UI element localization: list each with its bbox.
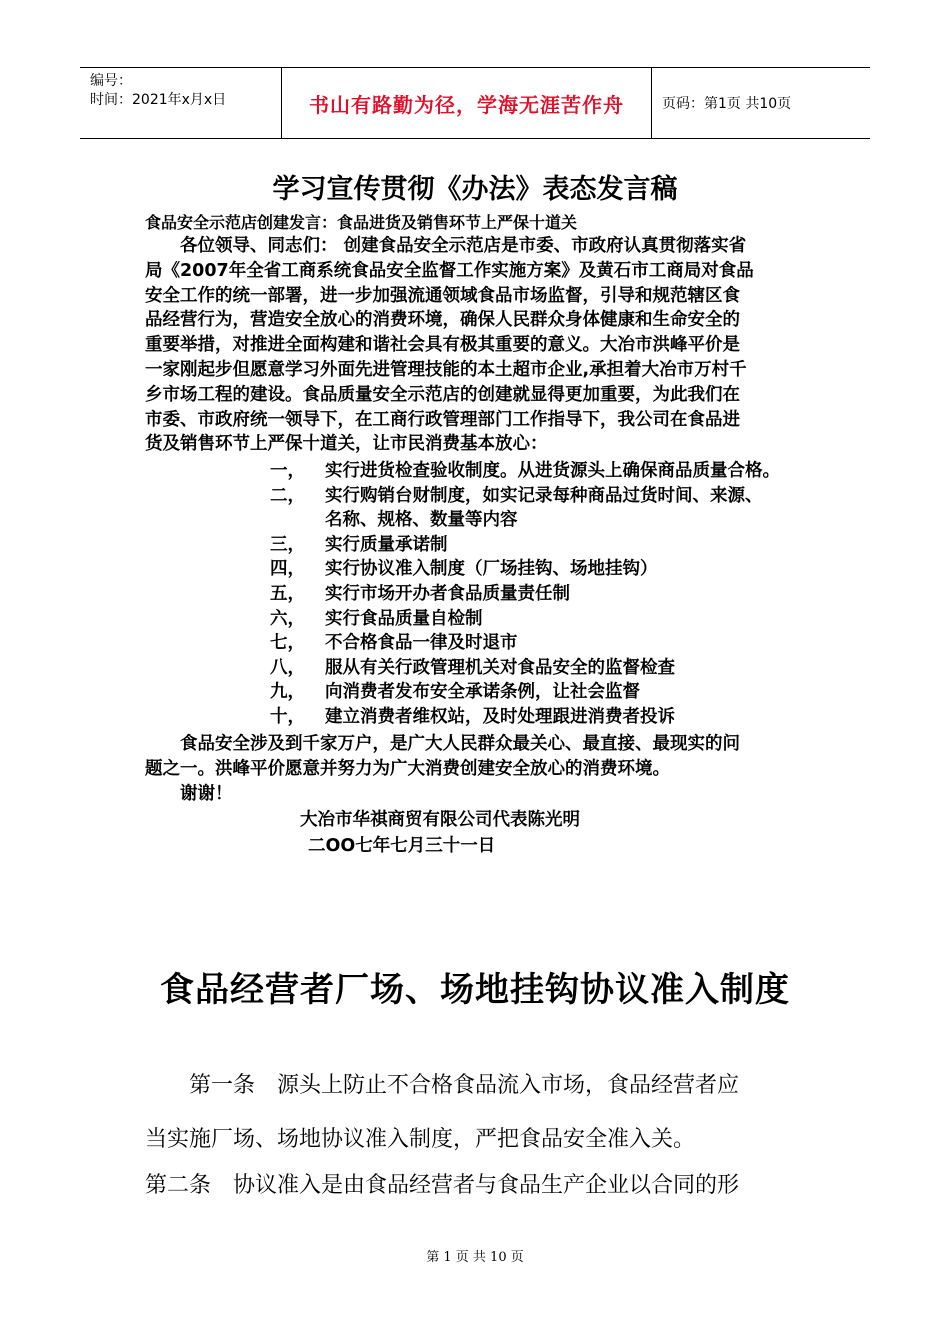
- signature: 大冶市华祺商贸有限公司代表陈光明: [300, 810, 580, 830]
- paragraph-line: 品经营行为，营造安全放心的消费环境，确保人民群众身体健康和生命安全的: [145, 310, 740, 331]
- signature-date: 二OO七年七月三十一日: [308, 836, 496, 856]
- list-item: [270, 705, 780, 730]
- paragraph-line: 市委、市政府统一领导下，在工商行政管理部门工作指导下，我公司在食品进: [145, 409, 740, 430]
- paragraph-line: 局《2007年全省工商系统食品安全监督工作实施方案》及黄石市工商局对食品: [145, 260, 754, 281]
- header-motto-cell: [282, 68, 652, 138]
- list-item: [270, 607, 780, 632]
- header-meta-cell: [80, 68, 282, 138]
- list-item-number: 二，: [270, 485, 305, 506]
- list-item-text: 实行市场开办者食品质量责任制: [325, 583, 570, 604]
- speech-closing: [145, 732, 815, 806]
- list-item-text: 实行购销台财制度，如实记录每种商品过货时间、来源、: [325, 485, 763, 506]
- list-item: [270, 557, 780, 582]
- regulation-line: 第一条 源头上防止不合格食品流入市场，食品经营者应: [145, 1073, 740, 1098]
- page-footer: 第 1 页 共 10 页: [426, 1250, 524, 1265]
- thanks-line: 谢谢！: [145, 783, 233, 804]
- paragraph-line: 安全工作的统一部署，进一步加强流通领域食品市场监督，引导和规范辖区食: [145, 285, 740, 306]
- regulation-title: 食品经营者厂场、场地挂钩协议准入制度: [160, 970, 790, 1010]
- list-item: [270, 631, 780, 656]
- number-label: 编号：: [90, 73, 132, 89]
- speech-intro: [145, 234, 815, 457]
- paragraph-line: 货及销售环节上严保十道关，让市民消费基本放心：: [145, 434, 548, 455]
- list-item-text: 实行质量承诺制: [325, 534, 448, 555]
- list-item-text: 名称、规格、数量等内容: [325, 510, 518, 531]
- paragraph-line: 重要举措，对推进全面构建和谐社会具有极其重要的意义。大冶市洪峰平价是: [145, 335, 740, 356]
- motto: 书山有路勤为径，学海无涯苦作舟: [309, 92, 624, 117]
- list-item-number: 六，: [270, 608, 305, 629]
- header-table: [80, 67, 870, 139]
- list-item-number: 一，: [270, 461, 305, 481]
- paragraph-line: 乡市场工程的建设。食品质量安全示范店的创建就显得更加重要，为此我们在: [145, 384, 740, 405]
- list-item-text: 向消费者发布安全承诺条例，让社会监督: [325, 682, 640, 703]
- paragraph-line: 一家刚起步但愿意学习外面先进管理技能的本土超市企业,承担着大冶市万村千: [145, 359, 747, 380]
- list-item-number: 五，: [270, 583, 305, 604]
- speech-subtitle: 食品安全示范店创建发言：食品进货及销售环节上严保十道关: [145, 213, 578, 232]
- page-info: 页码：第1页 共10页: [662, 96, 792, 112]
- list-item-text: 实行协议准入制度（厂场挂钩、场地挂钩）: [325, 559, 658, 580]
- list-item-number: 七，: [270, 633, 305, 654]
- speech-title: 学习宣传贯彻《办法》表态发言稿: [272, 174, 678, 205]
- list-item: [270, 459, 780, 484]
- list-item-number: 八，: [270, 657, 305, 678]
- list-item-text: 实行进货检查验收制度。从进货源头上确保商品质量合格。: [325, 461, 780, 481]
- list-item: [270, 656, 780, 681]
- guarantee-list: [270, 459, 780, 730]
- list-item: [270, 680, 780, 705]
- list-item-number: 九，: [270, 682, 305, 703]
- list-item: [270, 533, 780, 558]
- list-item-number: 三，: [270, 534, 305, 555]
- list-item-text: 建立消费者维权站，及时处理跟进消费者投诉: [325, 706, 675, 727]
- paragraph-line: 题之一。洪峰平价愿意并努力为广大消费创建安全放心的消费环境。: [145, 758, 670, 779]
- list-item: [270, 582, 780, 607]
- paragraph-line: 各位领导、同志们： 创建食品安全示范店是市委、市政府认真贯彻落实省: [145, 236, 747, 256]
- list-item: [270, 484, 780, 509]
- list-item-number: 四，: [270, 559, 305, 580]
- regulation-line: 当实施厂场、场地协议准入制度，严把食品安全准入关。: [145, 1127, 696, 1152]
- list-item: [270, 508, 780, 533]
- list-item-text: 不合格食品一律及时退市: [325, 633, 518, 654]
- header-page-cell: [652, 68, 870, 138]
- list-item-text: 实行食品质量自检制: [325, 608, 483, 629]
- time-label: 时间：2021年x月x日: [90, 92, 227, 108]
- regulation-line: 第二条 协议准入是由食品经营者与食品生产企业以合同的形: [145, 1173, 740, 1198]
- list-item-number: 十，: [270, 706, 305, 727]
- list-item-text: 服从有关行政管理机关对食品安全的监督检查: [325, 657, 675, 678]
- paragraph-line: 食品安全涉及到千家万户，是广大人民群众最关心、最直接、最现实的问: [145, 734, 740, 754]
- list-item-number: [270, 508, 325, 533]
